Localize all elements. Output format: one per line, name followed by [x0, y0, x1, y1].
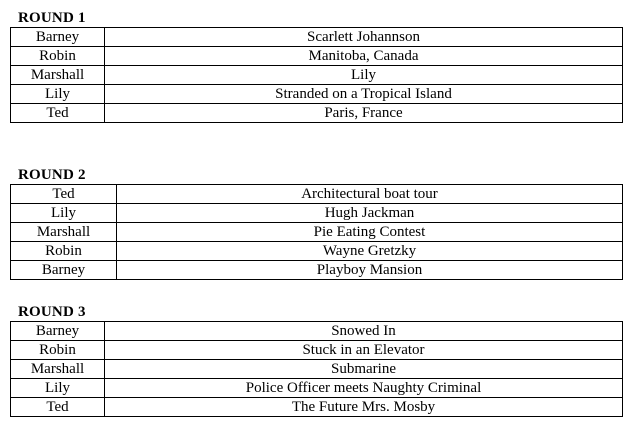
answer-cell: Pie Eating Contest — [117, 223, 623, 242]
round-2-table — [10, 184, 623, 280]
answer-cell: Stranded on a Tropical Island — [105, 85, 623, 104]
table-row — [11, 47, 623, 66]
player-name: Lily — [11, 204, 117, 223]
player-name: Robin — [11, 242, 117, 261]
answer-cell: Police Officer meets Naughty Criminal — [105, 379, 623, 398]
table-row — [11, 28, 623, 47]
answer-cell: Wayne Gretzky — [117, 242, 623, 261]
round-2-section — [10, 167, 623, 280]
player-name: Marshall — [11, 223, 117, 242]
table-row — [11, 379, 623, 398]
answer-cell: Submarine — [105, 360, 623, 379]
table-row — [11, 360, 623, 379]
round-2-title: ROUND 2 — [18, 167, 86, 183]
round-3-title: ROUND 3 — [18, 304, 86, 320]
table-row — [11, 66, 623, 85]
round-1-table — [10, 27, 623, 123]
round-3-table — [10, 321, 623, 417]
player-name: Robin — [11, 47, 105, 66]
player-name: Lily — [11, 379, 105, 398]
player-name: Barney — [11, 28, 105, 47]
answer-cell: Paris, France — [105, 104, 623, 123]
answer-cell: Architectural boat tour — [117, 185, 623, 204]
table-row — [11, 322, 623, 341]
player-name: Barney — [11, 322, 105, 341]
table-row — [11, 223, 623, 242]
player-name: Lily — [11, 85, 105, 104]
answer-cell: Lily — [105, 66, 623, 85]
answer-cell: Snowed In — [105, 322, 623, 341]
player-name: Ted — [11, 104, 105, 123]
round-3-section — [10, 304, 623, 417]
table-row — [11, 242, 623, 261]
player-name: Barney — [11, 261, 117, 280]
player-name: Marshall — [11, 66, 105, 85]
answer-cell: Scarlett Johannson — [105, 28, 623, 47]
table-row — [11, 85, 623, 104]
round-1-title: ROUND 1 — [18, 10, 86, 26]
player-name: Ted — [11, 398, 105, 417]
answer-cell: The Future Mrs. Mosby — [105, 398, 623, 417]
player-name: Marshall — [11, 360, 105, 379]
round-1-section — [10, 10, 623, 123]
answer-cell: Playboy Mansion — [117, 261, 623, 280]
player-name: Ted — [11, 185, 117, 204]
answer-cell: Stuck in an Elevator — [105, 341, 623, 360]
table-row — [11, 341, 623, 360]
table-row — [11, 185, 623, 204]
table-row — [11, 398, 623, 417]
answer-cell: Hugh Jackman — [117, 204, 623, 223]
table-row — [11, 261, 623, 280]
table-row — [11, 204, 623, 223]
answer-cell: Manitoba, Canada — [105, 47, 623, 66]
table-row — [11, 104, 623, 123]
player-name: Robin — [11, 341, 105, 360]
